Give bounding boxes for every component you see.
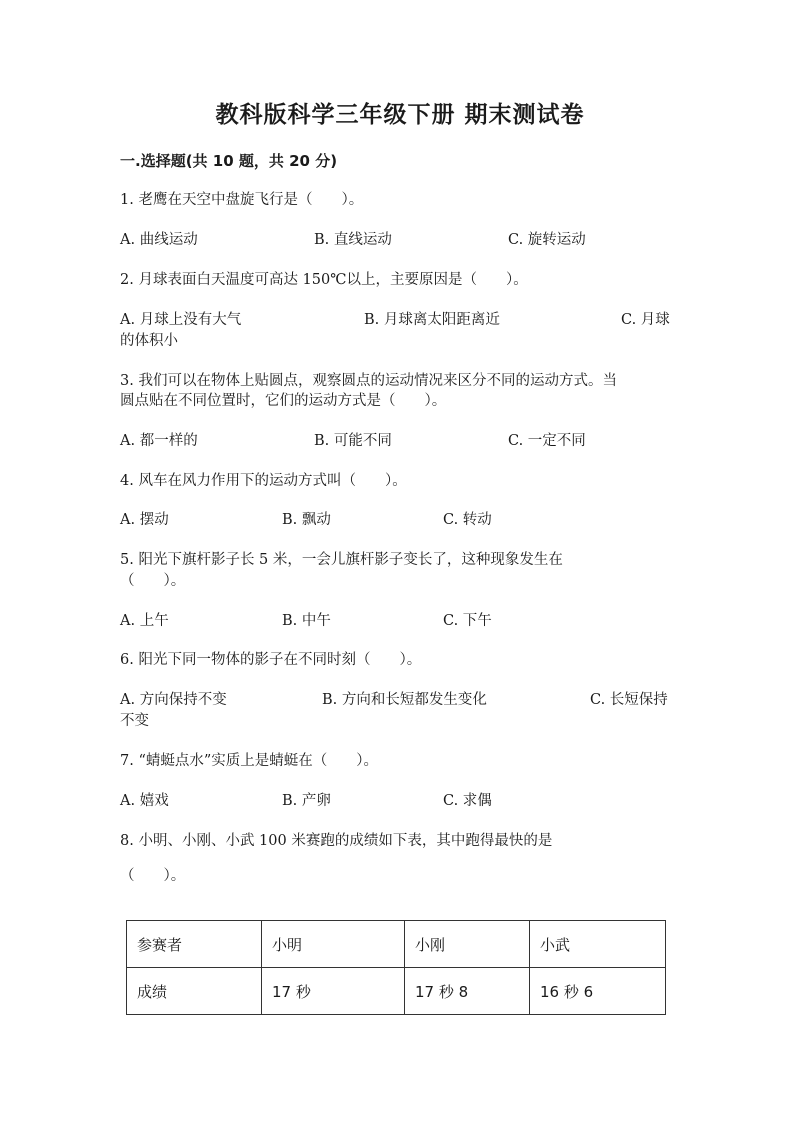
question-4-stem: 4. 风车在风力作用下的运动方式叫（ ）。 [120,473,407,489]
question-3-option-a[interactable]: A. 都一样的 [120,433,198,449]
question-6-option-continuation: 不变 [120,713,149,729]
table-cell: 成绩 [127,968,262,1015]
page-title: 教科版科学三年级下册 期末测试卷 [215,102,585,128]
question-1-option-a[interactable]: A. 曲线运动 [120,232,198,248]
table-cell: 16 秒 6 [530,968,666,1015]
question-5-option-b[interactable]: B. 中午 [282,613,331,629]
section-heading: 一.选择题(共 10 题，共 20 分) [120,152,338,170]
question-5-option-a[interactable]: A. 上午 [120,613,169,629]
question-7-stem: 7. “蜻蜓点水”实质上是蜻蜓在（ ）。 [120,753,379,769]
table-cell: 17 秒 8 [405,968,530,1015]
question-1-stem: 1. 老鹰在天空中盘旋飞行是（ ）。 [120,192,364,208]
question-5-stem-line-2: （ ）。 [120,573,186,589]
table-header-cell: 参赛者 [127,921,262,968]
table-header-cell: 小刚 [405,921,530,968]
question-8-stem-line-2: （ ）。 [120,868,186,884]
question-5-option-c[interactable]: C. 下午 [443,613,492,629]
question-2-option-a[interactable]: A. 月球上没有大气 [120,312,242,328]
question-2-option-b[interactable]: B. 月球离太阳距离近 [364,312,500,328]
question-4-option-a[interactable]: A. 摆动 [120,512,169,528]
question-7-option-b[interactable]: B. 产卵 [282,793,331,809]
question-5-stem-line-1: 5. 阳光下旗杆影子长 5 米，一会儿旗杆影子变长了，这种现象发生在 [120,552,563,568]
question-6-option-a[interactable]: A. 方向保持不变 [120,692,227,708]
question-3-option-b[interactable]: B. 可能不同 [314,433,392,449]
table-row [127,968,666,1015]
question-3-option-c[interactable]: C. 一定不同 [508,433,586,449]
question-1-option-c[interactable]: C. 旋转运动 [508,232,586,248]
table-cell: 17 秒 [262,968,405,1015]
question-6-option-b[interactable]: B. 方向和长短都发生变化 [322,692,487,708]
question-2-stem: 2. 月球表面白天温度可高达 150℃以上，主要原因是（ ）。 [120,272,528,288]
question-6-stem: 6. 阳光下同一物体的影子在不同时刻（ ）。 [120,652,422,668]
table-header-cell: 小武 [530,921,666,968]
table-header-cell: 小明 [262,921,405,968]
question-2-option-c[interactable]: C. 月球 [621,312,670,328]
question-3-stem-line-1: 3. 我们可以在物体上贴圆点，观察圆点的运动情况来区分不同的运动方式。当 [120,373,617,389]
question-2-option-continuation: 的体积小 [120,333,178,349]
question-1-option-b[interactable]: B. 直线运动 [314,232,392,248]
question-7-option-a[interactable]: A. 嬉戏 [120,793,169,809]
question-8-stem-line-1: 8. 小明、小刚、小武 100 米赛跑的成绩如下表，其中跑得最快的是 [120,833,553,849]
question-7-option-c[interactable]: C. 求偶 [443,793,492,809]
question-3-stem-line-2: 圆点贴在不同位置时，它们的运动方式是（ ）。 [120,393,447,409]
race-results-table [126,920,666,1015]
question-6-option-c[interactable]: C. 长短保持 [590,692,668,708]
question-4-option-b[interactable]: B. 飘动 [282,512,331,528]
table-header-row [127,921,666,968]
question-4-option-c[interactable]: C. 转动 [443,512,492,528]
